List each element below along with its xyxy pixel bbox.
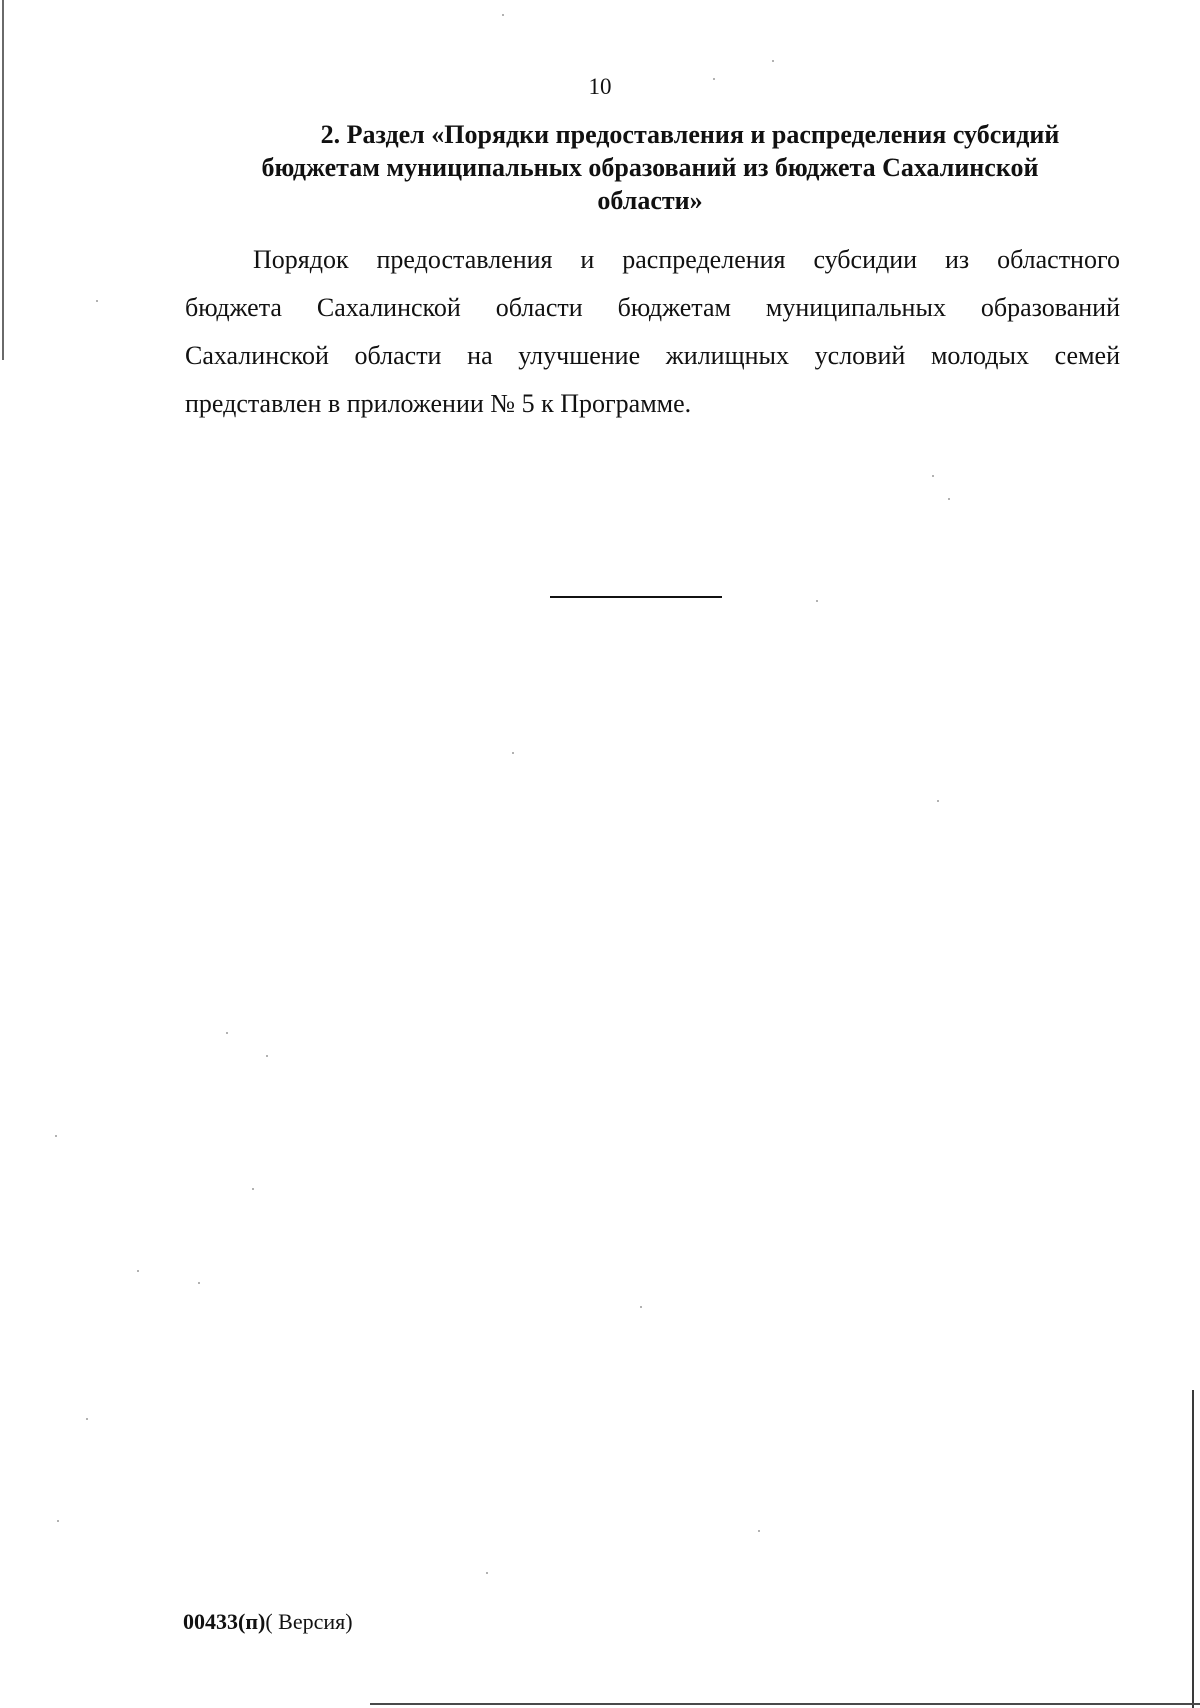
- section-heading-line: бюджетам муниципальных образований из бюджета Сахалинской: [261, 153, 1039, 182]
- section-heading: [220, 118, 1080, 217]
- scan-edge-right: [1192, 1390, 1194, 1708]
- section-heading-line: 2. Раздел «Порядки предоставления и распределения субсидий: [320, 120, 1060, 149]
- document-code: 00433(п): [183, 1609, 266, 1634]
- scan-speck: [937, 800, 939, 802]
- section-heading-line: области»: [597, 186, 703, 215]
- scan-speck: [932, 475, 934, 477]
- scan-speck: [486, 1572, 488, 1574]
- scan-speck: [502, 14, 504, 16]
- document-version: ( Версия): [265, 1609, 353, 1634]
- paragraph-line: Сахалинской области на улучшение жилищных условий молодых семей: [185, 341, 1120, 370]
- scan-speck: [948, 498, 950, 500]
- separator-line: [550, 596, 722, 598]
- scan-edge-bottom: [370, 1703, 1200, 1705]
- scan-edge-left: [2, 0, 4, 360]
- scan-speck: [86, 1418, 88, 1420]
- page-number: 10: [588, 74, 612, 99]
- scan-speck: [55, 1135, 57, 1137]
- body-paragraph: [185, 236, 1120, 428]
- scan-speck: [96, 300, 98, 302]
- paragraph-line: бюджета Сахалинской области бюджетам муниципальных образований: [185, 293, 1120, 322]
- scan-speck: [226, 1032, 228, 1034]
- scan-speck: [137, 1270, 139, 1272]
- scan-speck: [252, 1188, 254, 1190]
- scan-speck: [198, 1282, 200, 1284]
- scan-speck: [57, 1520, 59, 1522]
- scan-speck: [816, 600, 818, 602]
- paragraph-line: Порядок предоставления и распределения субсидии из областного: [253, 245, 1120, 274]
- scan-speck: [758, 1530, 760, 1532]
- scan-speck: [772, 60, 774, 62]
- scan-speck: [266, 1055, 268, 1057]
- document-footer: [183, 1609, 353, 1635]
- scan-speck: [640, 1306, 642, 1308]
- paragraph-line: представлен в приложении № 5 к Программе.: [185, 389, 692, 418]
- scan-speck: [512, 752, 514, 754]
